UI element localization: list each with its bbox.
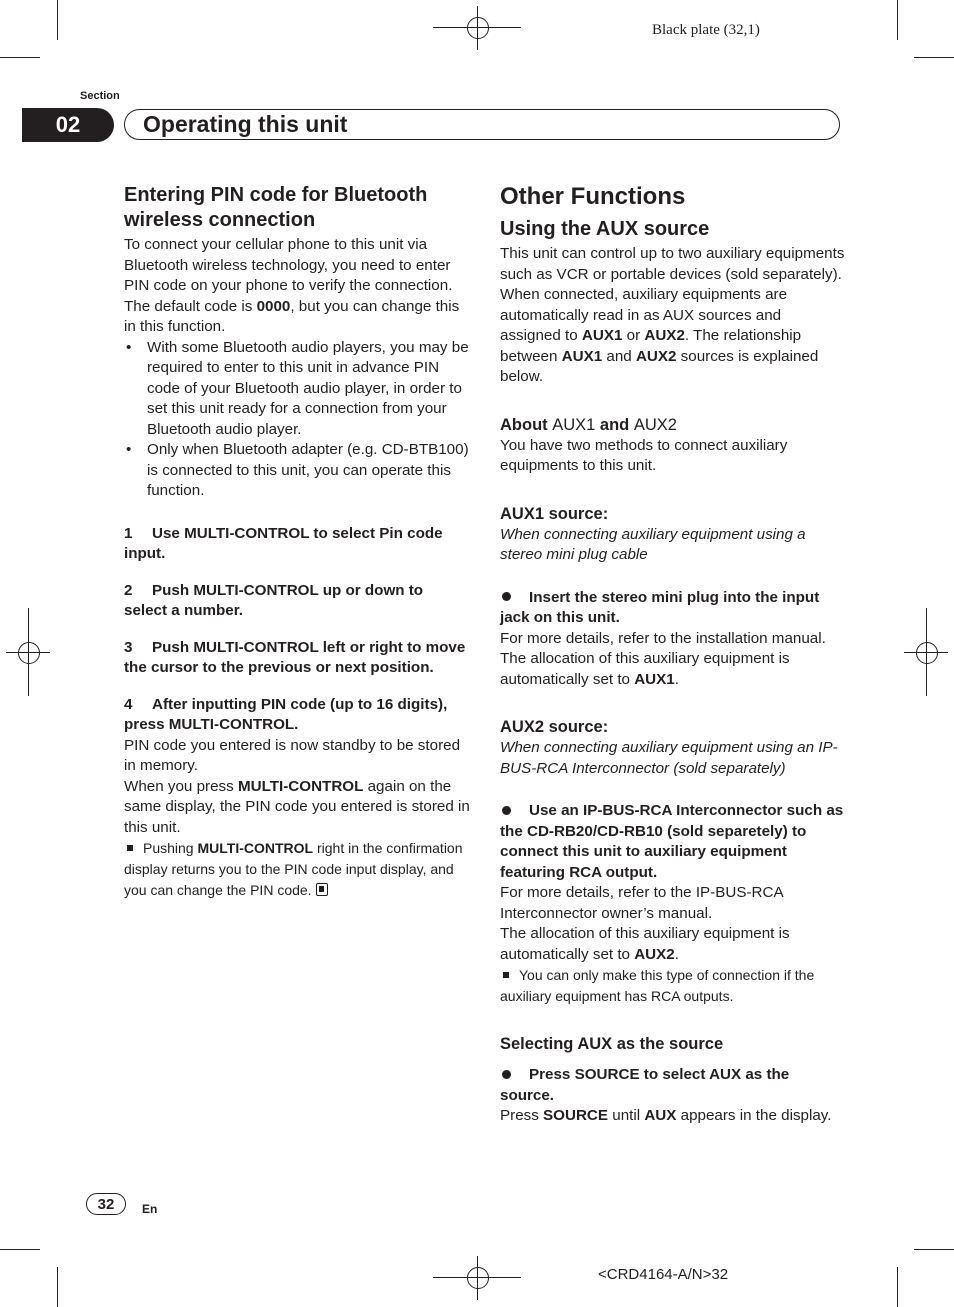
step-4: 4 After inputting PIN code (up to 16 digits), press MULTI-CONTROL. [124,695,448,733]
section-title: Operating this unit [143,111,348,137]
registration-mark [467,1267,489,1289]
section-number: 02 [22,108,114,142]
bullet-icon: • [126,441,132,458]
step-4-text-1: PIN code you entered is now standby to be stored in memory. [124,736,461,774]
registration-mark [18,642,40,664]
step-dot-icon [502,1070,511,1079]
aux1-instruction: Insert the stereo mini plug into the input jack on this unit. [500,588,820,626]
crop-mark [0,57,40,58]
step-dot-icon [502,806,511,815]
select-aux-heading: Selecting AUX as the source [500,1035,724,1053]
aux1-text-2: The allocation of this auxiliary equipment is automatically set to AUX1. [500,650,790,688]
select-aux-instruction: Press SOURCE to select AUX as the source. [500,1066,790,1104]
section-label: Section [80,90,120,102]
step-dot-icon [502,592,511,601]
crop-mark [914,1249,954,1250]
pin-bullets [124,338,470,502]
note-square-icon [503,972,509,978]
pin-note: Pushing MULTI-CONTROL right in the confirmation display returns you to the PIN code input display, and you can change the PIN code. [124,840,463,898]
registration-mark [916,642,938,664]
aux2-instruction: Use an IP-BUS-RCA Interconnector such as the CD-RB20/CD-RB10 (sold separetely) to connect this unit to auxiliary equipment featuring RCA output. [500,802,844,881]
crop-mark [897,0,898,40]
pin-intro: To connect your cellular phone to this unit via Bluetooth wireless technology, you need to enter PIN code on your phone to verify the connection. The default code is 0000, but you can change this in this function. [124,236,460,335]
about-aux-text: You have two methods to connect auxiliary equipments to this unit. [500,436,788,474]
bullet-icon: • [126,338,132,356]
step-4-text-2: When you press MULTI-CONTROL again on the same display, the PIN code you entered is stored in this unit. [124,777,470,836]
about-aux-heading: About AUX1 and AUX2 [500,415,677,434]
section-title-box [124,109,840,140]
aux-intro: This unit can control up to two auxiliary equipments such as VCR or portable devices (sold separately). When connected, auxiliary equipments are automatically read in as AUX sources and assigned to AUX1 or AUX2. The relationship between AUX1 and AUX2 sources is explained below. [500,245,845,385]
aux2-text-1: For more details, refer to the IP-BUS-RCA Interconnector owner’s manual. [500,884,783,922]
aux1-text-1: For more details, refer to the installation manual. [500,629,826,647]
aux1-heading: AUX1 source: [500,504,609,523]
note-square-icon [127,845,133,851]
select-aux-text: Press SOURCE until AUX appears in the display. [500,1107,832,1124]
pin-heading: Entering PIN code for Bluetooth wireless connection [124,184,428,231]
default-code: 0000 [256,297,291,315]
page-number: 32 [86,1193,126,1215]
aux2-heading: AUX2 source: [500,718,609,736]
plate-label: Black plate (32,1) [652,22,760,38]
crop-mark [57,1267,58,1307]
aux2-text-2: The allocation of this auxiliary equipment is automatically set to AUX2. [500,925,790,963]
list-item: • With some Bluetooth audio players, you may be required to enter to this unit in advance PIN code of your Bluetooth audio player, in order to set this unit ready for a connection from your Bluetooth audio player. [126,338,469,438]
list-item: • Only when Bluetooth adapter (e.g. CD-BTB100) is connected to this unit, you can operate this function. [126,441,469,499]
right-column [500,180,846,1127]
aux2-note: You can only make this type of connection if the auxiliary equipment has RCA outputs. [500,967,815,1004]
step-1: 1 Use MULTI-CONTROL to select Pin code input. [124,524,443,562]
crop-mark [914,57,954,58]
crop-mark [0,1249,40,1250]
crop-mark [897,1267,898,1307]
aux-source-heading: Using the AUX source [500,218,710,240]
step-3: 3 Push MULTI-CONTROL left or right to move the cursor to the previous or next position. [124,638,466,676]
aux2-italic: When connecting auxiliary equipment using an IP-BUS-RCA Interconnector (sold separately) [500,739,838,777]
crop-mark [57,0,58,40]
aux1-italic: When connecting auxiliary equipment using a stereo mini plug cable [500,525,806,563]
end-mark-icon [316,883,328,896]
language-label: En [142,1202,158,1216]
registration-mark [467,17,489,39]
footer-code: <CRD4164-A/N>32 [598,1266,729,1283]
left-column [124,180,470,901]
other-functions-heading: Other Functions [500,183,686,210]
step-2: 2 Push MULTI-CONTROL up or down to select a number. [124,581,424,619]
